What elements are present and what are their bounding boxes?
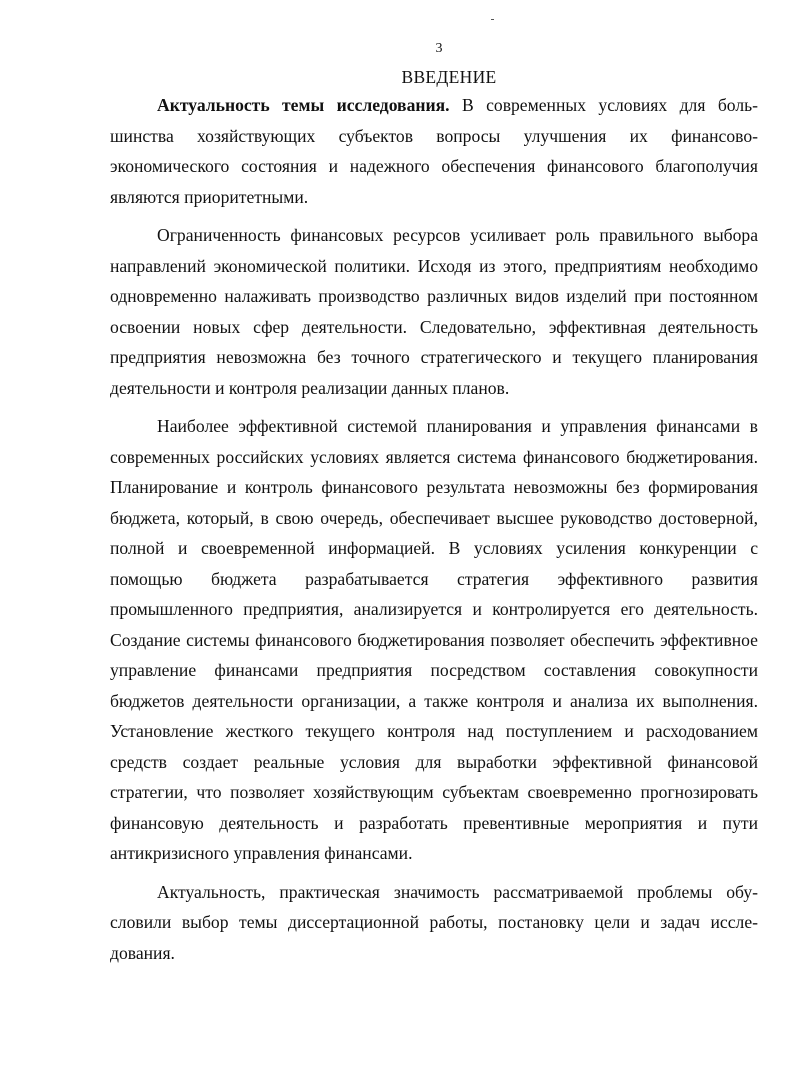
- paragraph-text: Наиболее эффективной системой планирования и управления финансами в современных российских условиях является система финансового бюджетирования. Планирование и контроль финансового результата невозможны без формирования бюджета, который, в свою очередь, обеспечивает высшее руководство достоверной, полной и своевременной информацией. В условиях усиления конкуренции с помощью бюджета разрабатывается стратегия эффективного развития промышленного предприятия, анализируется и контролируется его деятельность. Создание системы финансового бюджетирования позволяет обеспечить эффективное управление финансами предприятия посредством составления совокупности бюджетов деятельности организации, а также контроля и анализа их выполнения. Установление жесткого текущего контроля над поступлением и расходованием средств создает реальные условия для выработки эффективной финансовой стратегии, что позволяет хозяйствующим субъектам своевременно прогнозировать финансовую деятельность и разработать превентивные мероприятия и пути антикризисного управления финансами.: [110, 416, 758, 863]
- paragraph-resources: [110, 220, 758, 403]
- paragraph-text: Ограниченность финансовых ресурсов усиливает роль правильного выбора направлений экономической политики. Исходя из этого, предприятиям необходимо одновременно налаживать производство различных видов изделий при постоянном освоении новых сфер деятельности. Следовательно, эффективная деятельность предприятия невозможна без точного стратегического и текущего планирования деятельности и контроля реализации данных планов.: [110, 225, 758, 398]
- section-heading: ВВЕДЕНИЕ: [401, 67, 497, 87]
- document-page: [110, 40, 758, 976]
- page-number: 3: [435, 41, 443, 56]
- paragraph-lead: Актуальность темы исследования.: [157, 95, 450, 115]
- scan-speck: [491, 19, 494, 20]
- paragraph-text: В современных условиях для большинства хозяйствующих субъектов вопросы улучшения их финансово-экономического состояния и надежного обеспечения финансового благополучия являются приоритетными.: [110, 95, 758, 207]
- paragraph-budgeting: [110, 411, 758, 869]
- paragraph-conclusion: [110, 877, 758, 969]
- paragraph-relevance: [110, 90, 758, 212]
- paragraph-text: Актуальность, практическая значимость рассматриваемой проблемы обусловили выбор темы диссертационной работы, постановку цели и задач исследования.: [110, 881, 758, 963]
